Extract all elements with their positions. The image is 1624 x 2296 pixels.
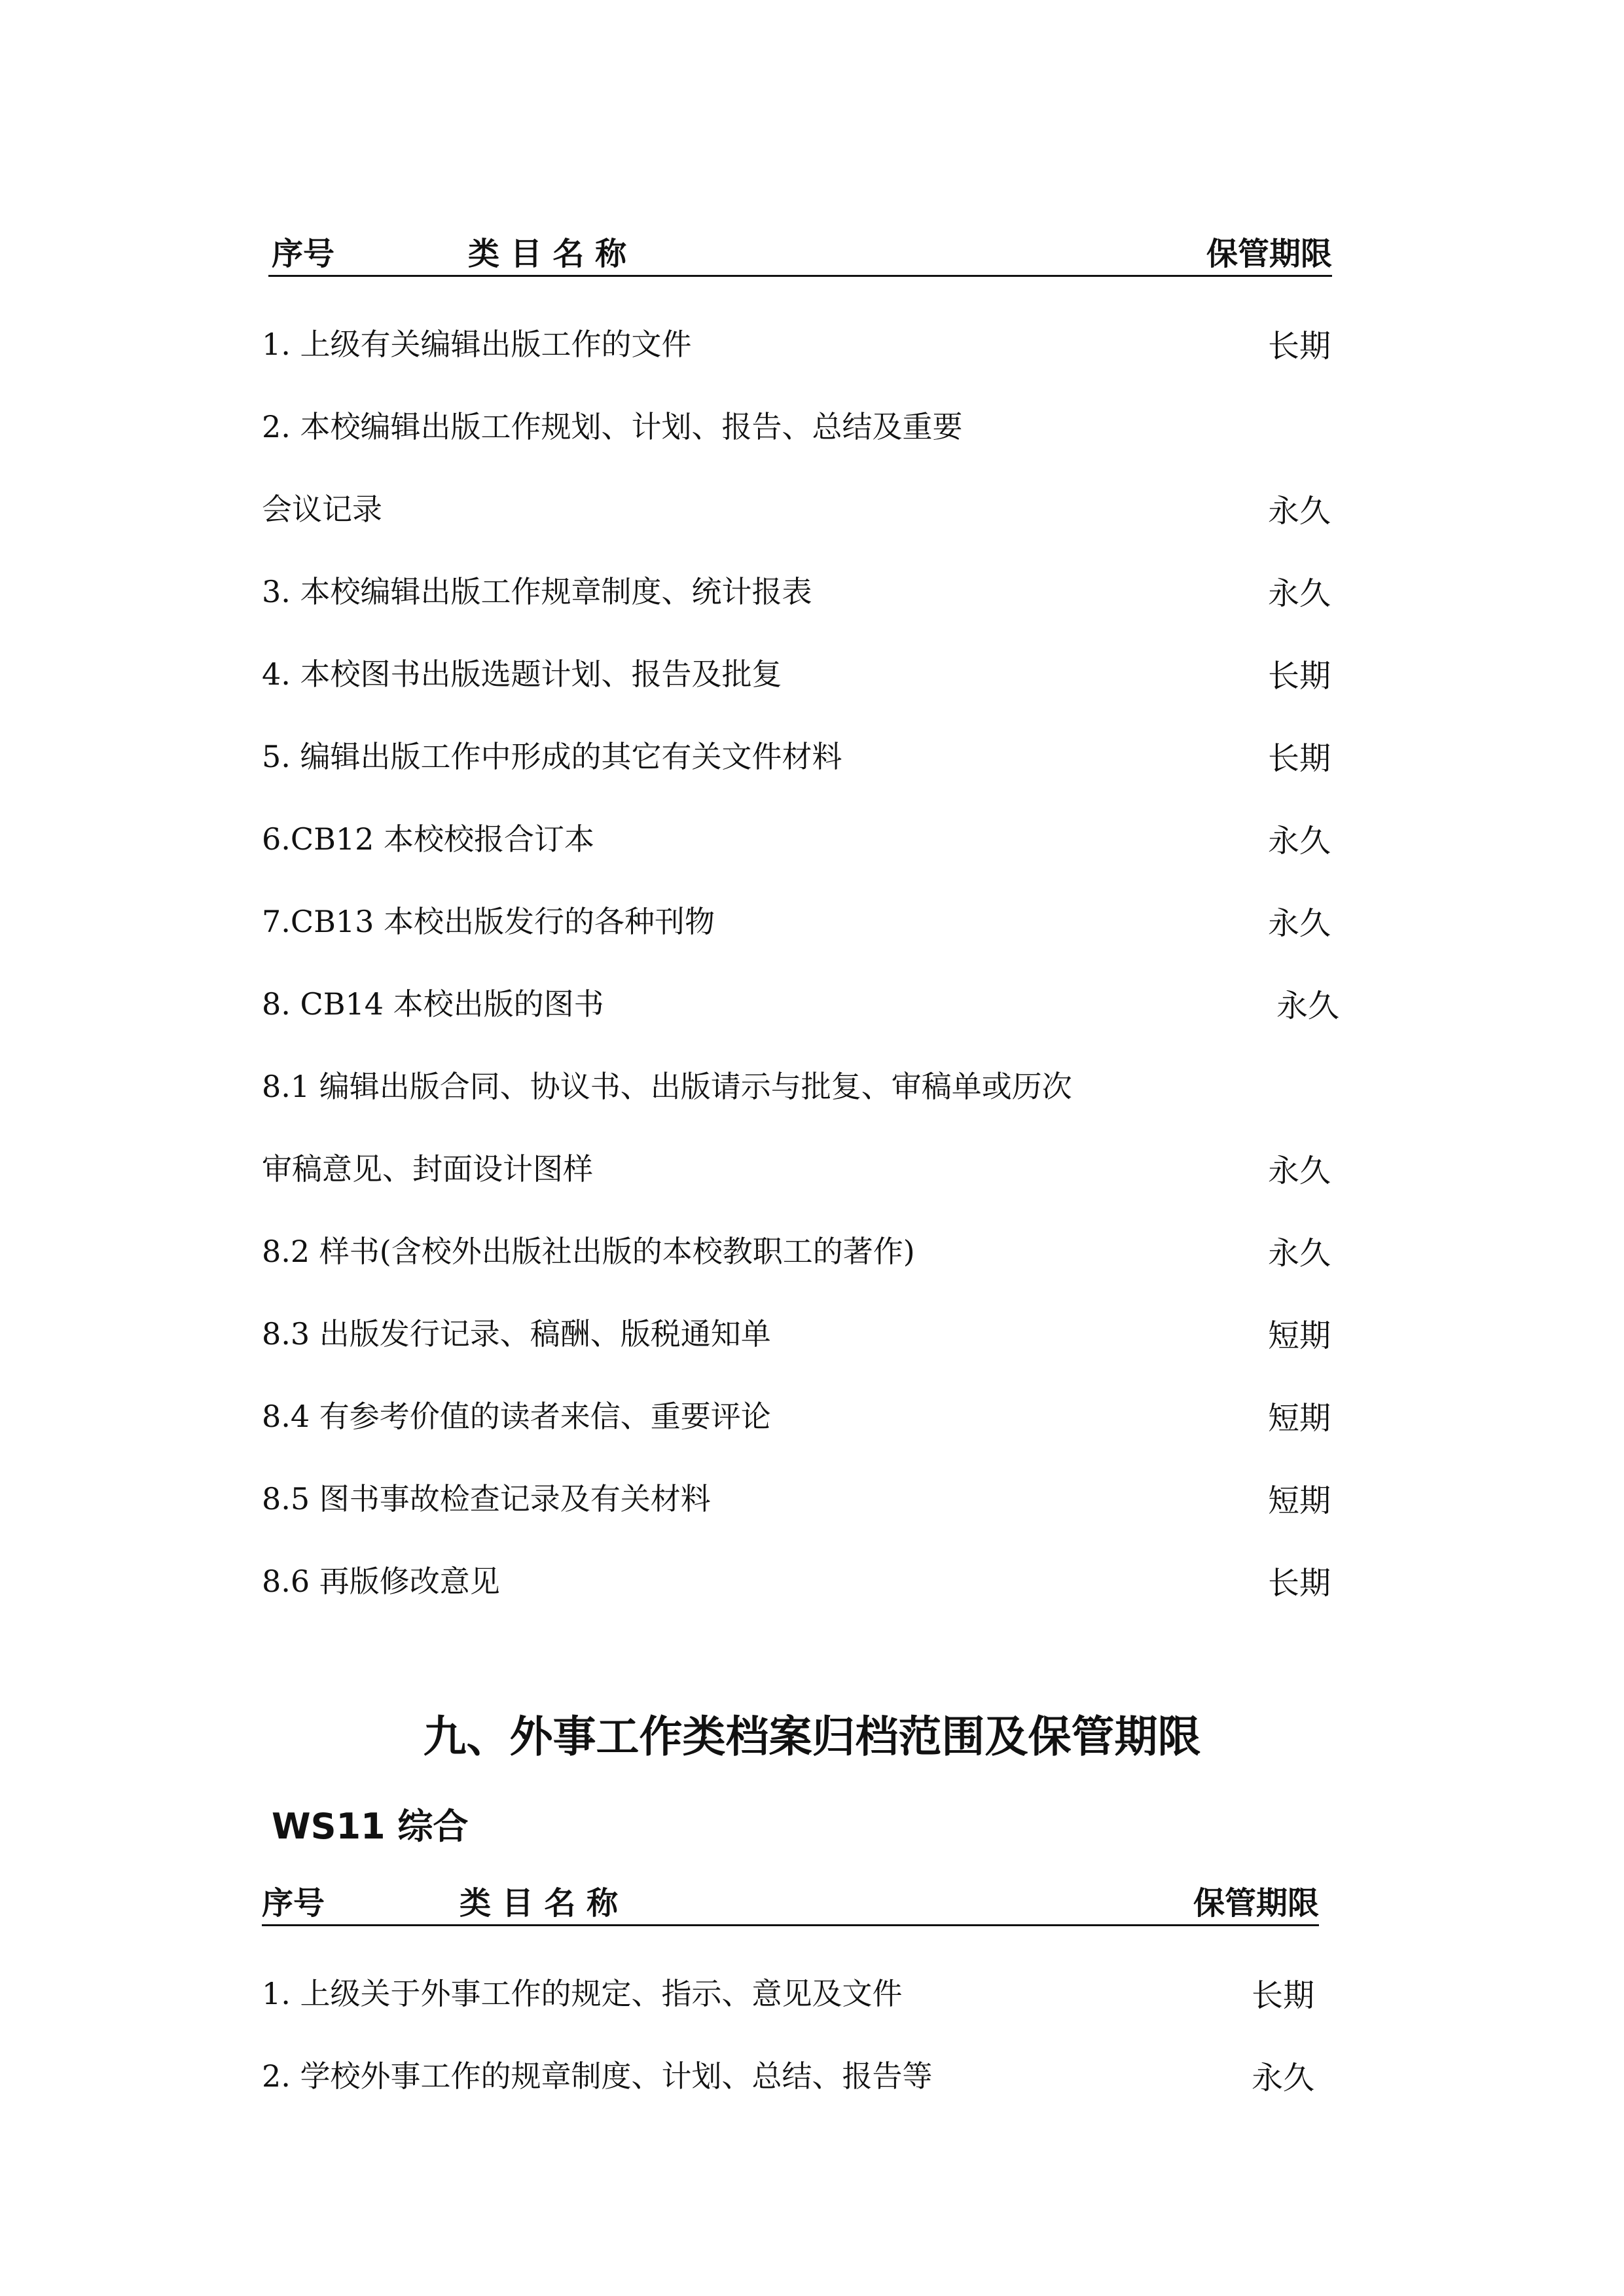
section-subtitle: WS11 综合 bbox=[272, 1806, 469, 1847]
header-term: 保管期限 bbox=[1193, 1885, 1319, 1922]
table1-row-6-text: 5. 编辑出版工作中形成的其它有关文件材料 bbox=[262, 739, 842, 774]
table1-row-2-text: 2. 本校编辑出版工作规划、计划、报告、总结及重要 bbox=[262, 409, 963, 444]
table1-row-14-term: 短期 bbox=[1268, 1400, 1331, 1437]
table1-row-12-text: 8.2 样书(含校外出版社出版的本校教职工的著作) bbox=[262, 1234, 915, 1269]
table1-row-14-text: 8.4 有参考价值的读者来信、重要评论 bbox=[262, 1399, 771, 1434]
table1-row-3-text: 会议记录 bbox=[262, 492, 382, 527]
header-no: 序号 bbox=[272, 236, 335, 272]
table1-row-8-term: 永久 bbox=[1268, 905, 1331, 942]
table2-row-1-term: 长期 bbox=[1252, 1977, 1315, 2014]
table1-row-13-term: 短期 bbox=[1268, 1318, 1331, 1354]
table1-row-11-term: 永久 bbox=[1268, 1153, 1331, 1189]
table1-row-16-text: 8.6 再版修改意见 bbox=[262, 1564, 500, 1599]
table2-row-2-term: 永久 bbox=[1252, 2060, 1315, 2096]
header-term: 保管期限 bbox=[1206, 236, 1332, 272]
table1-row-12-term: 永久 bbox=[1268, 1235, 1331, 1272]
table2-header bbox=[262, 1884, 1319, 1926]
table1-row-15-term: 短期 bbox=[1268, 1482, 1331, 1519]
table1-row-5-term: 长期 bbox=[1268, 658, 1331, 694]
table1-row-9-term: 永久 bbox=[1276, 988, 1340, 1024]
header-no: 序号 bbox=[262, 1885, 325, 1922]
table1-row-7-text: 6.CB12 本校校报合订本 bbox=[262, 821, 595, 857]
header-name: 类 目 名 称 bbox=[460, 1885, 619, 1922]
table1-row-7-term: 永久 bbox=[1268, 823, 1331, 859]
table1-row-4-term: 永久 bbox=[1268, 575, 1331, 612]
table1-row-8-text: 7.CB13 本校出版发行的各种刊物 bbox=[262, 904, 715, 939]
table1-row-6-term: 长期 bbox=[1268, 740, 1331, 777]
table1-row-1-text: 1. 上级有关编辑出版工作的文件 bbox=[262, 327, 692, 362]
table1-row-10-text: 8.1 编辑出版合同、协议书、出版请示与批复、审稿单或历次 bbox=[262, 1069, 1072, 1104]
table1-row-1-term: 长期 bbox=[1268, 328, 1331, 365]
table1-row-15-text: 8.5 图书事故检查记录及有关材料 bbox=[262, 1481, 711, 1516]
table1-row-13-text: 8.3 出版发行记录、稿酬、版税通知单 bbox=[262, 1316, 771, 1352]
header-name: 类 目 名 称 bbox=[468, 236, 627, 272]
table1-row-9-text: 8. CB14 本校出版的图书 bbox=[262, 986, 604, 1022]
table1-row-3-term: 永久 bbox=[1268, 493, 1331, 529]
table1-header bbox=[268, 234, 1332, 277]
table1-row-11-text: 审稿意见、封面设计图样 bbox=[262, 1151, 593, 1187]
table1-row-4-text: 3. 本校编辑出版工作规章制度、统计报表 bbox=[262, 574, 812, 609]
section-title: 九、外事工作类档案归档范围及保管期限 bbox=[423, 1712, 1201, 1762]
table1-row-16-term: 长期 bbox=[1268, 1565, 1331, 1602]
table2-row-1-text: 1. 上级关于外事工作的规定、指示、意见及文件 bbox=[262, 1976, 903, 2011]
table1-row-5-text: 4. 本校图书出版选题计划、报告及批复 bbox=[262, 656, 782, 692]
table2-row-2-text: 2. 学校外事工作的规章制度、计划、总结、报告等 bbox=[262, 2058, 933, 2094]
